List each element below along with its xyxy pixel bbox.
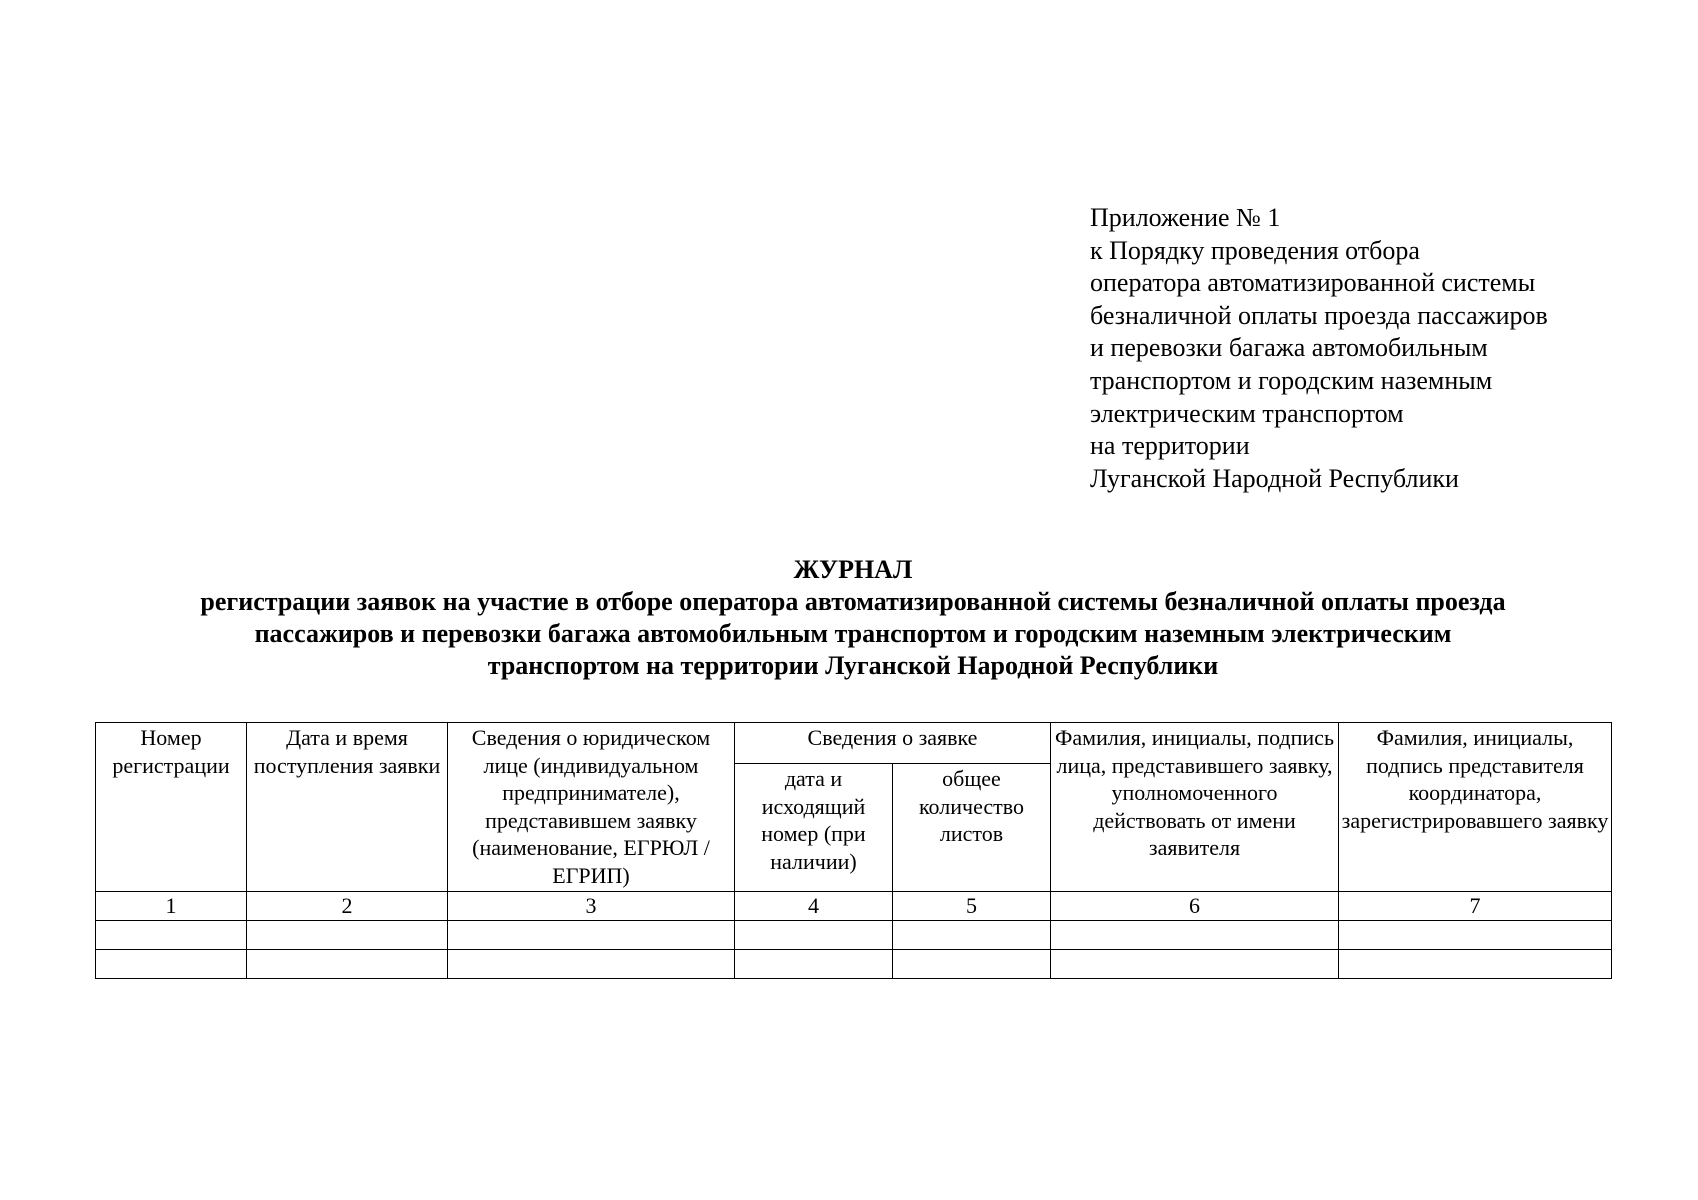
- appendix-line: транспортом и городским наземным: [1090, 365, 1493, 395]
- table-cell: [735, 950, 893, 979]
- header-date-time: Дата и время поступления заявки: [247, 723, 448, 892]
- column-number: 3: [448, 892, 735, 921]
- table-cell: [96, 921, 247, 950]
- table-cell: [1051, 921, 1339, 950]
- column-number-row: [96, 892, 1612, 921]
- header-sheet-count: общее количество листов: [893, 764, 1051, 892]
- appendix-note: [1090, 202, 1650, 495]
- appendix-line: на территории: [1090, 431, 1250, 461]
- appendix-line: и перевозки багажа автомобильным: [1090, 333, 1488, 363]
- column-number: 1: [96, 892, 247, 921]
- table-row: [96, 921, 1612, 950]
- column-number: 4: [735, 892, 893, 921]
- title-line: регистрации заявок на участие в отборе оператора автоматизированной системы безналичной оплаты проезда: [200, 587, 1506, 616]
- table-cell: [1339, 921, 1612, 950]
- appendix-line: оператора автоматизированной системы: [1090, 268, 1536, 298]
- column-number: 7: [1339, 892, 1612, 921]
- header-date-outgoing-number: дата и исходящий номер (при наличии): [735, 764, 893, 892]
- table-cell: [448, 921, 735, 950]
- header-submitter-signature: Фамилия, инициалы, подпись лица, представившего заявку, уполномоченного действовать от имени заявителя: [1051, 723, 1339, 892]
- document-title: [95, 554, 1611, 682]
- header-coordinator-signature: Фамилия, инициалы, подпись представителя координатора, зарегистрировавшего заявку: [1339, 723, 1612, 892]
- table-cell: [247, 921, 448, 950]
- appendix-line: электрическим транспортом: [1090, 398, 1404, 428]
- appendix-line: безналичной оплаты проезда пассажиров: [1090, 300, 1548, 330]
- table-cell: [893, 950, 1051, 979]
- table-cell: [735, 921, 893, 950]
- column-number: 5: [893, 892, 1051, 921]
- table-cell: [1339, 950, 1612, 979]
- header-applicant-info: Сведения о юридическом лице (индивидуальном предпринимателе), представившем заявку (наименование, ЕГРЮЛ / ЕГРИП): [448, 723, 735, 892]
- table-row: [96, 950, 1612, 979]
- header-registration-number: Номер регистрации: [96, 723, 247, 892]
- table-cell: [247, 950, 448, 979]
- appendix-line: к Порядку проведения отбора: [1090, 235, 1420, 265]
- table-cell: [96, 950, 247, 979]
- column-number: 2: [247, 892, 448, 921]
- appendix-line: Приложение № 1: [1090, 203, 1281, 232]
- title-heading: ЖУРНАЛ: [793, 555, 913, 584]
- table-cell: [1051, 950, 1339, 979]
- title-line: транспортом на территории Луганской Народной Республики: [487, 651, 1219, 680]
- column-number: 6: [1051, 892, 1339, 921]
- table-cell: [893, 921, 1051, 950]
- appendix-line: Луганской Народной Республики: [1090, 463, 1459, 493]
- title-line: пассажиров и перевозки багажа автомобильным транспортом и городским наземным электрическим: [254, 619, 1452, 648]
- table-cell: [448, 950, 735, 979]
- registration-journal-table: [95, 722, 1612, 979]
- header-application-info: Сведения о заявке: [735, 723, 1051, 764]
